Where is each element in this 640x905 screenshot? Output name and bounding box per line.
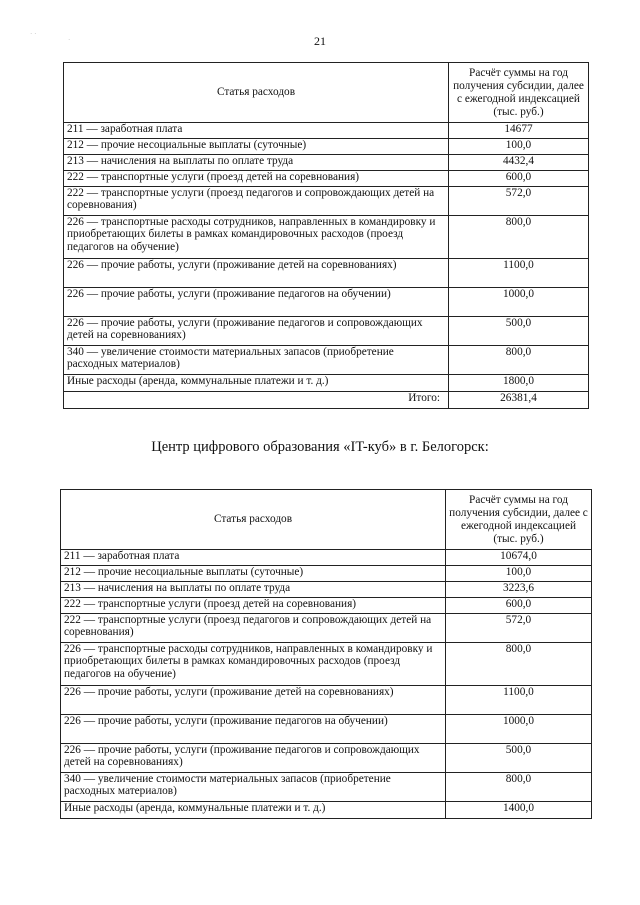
total-label: Итого: (64, 392, 449, 409)
table-row (61, 744, 592, 773)
table-row (64, 288, 589, 317)
total-amount: 26381,4 (449, 392, 589, 409)
header-item-cell: Статья расходов (64, 63, 449, 123)
expense-item-cell: 222 — транспортные услуги (проезд педагогов и сопровождающих детей на соревнования) (64, 187, 449, 216)
scan-artifact: · · (30, 30, 37, 38)
table-row (61, 686, 592, 715)
expense-item-cell: 213 — начисления на выплаты по оплате труда (64, 155, 449, 171)
expense-item-cell: 222 — транспортные услуги (проезд детей на соревнования) (61, 598, 446, 614)
table-row (61, 643, 592, 686)
expense-item-cell: 226 — прочие работы, услуги (проживание педагогов на обучении) (61, 715, 446, 744)
expense-item-cell: 222 — транспортные услуги (проезд детей на соревнования) (64, 171, 449, 187)
expense-amount-cell: 500,0 (449, 317, 589, 346)
expense-item-cell: Иные расходы (аренда, коммунальные платежи и т. д.) (61, 802, 446, 819)
header-amount-cell: Расчёт суммы на год получения субсидии, далее с ежегодной индексацией (тыс. руб.) (446, 490, 592, 550)
table-row (64, 139, 589, 155)
expense-amount-cell: 100,0 (446, 566, 592, 582)
expense-item-cell: 212 — прочие несоциальные выплаты (суточные) (64, 139, 449, 155)
expense-amount-cell: 3223,6 (446, 582, 592, 598)
table-row (61, 598, 592, 614)
expense-amount-cell: 10674,0 (446, 550, 592, 566)
expense-item-cell: 212 — прочие несоциальные выплаты (суточные) (61, 566, 446, 582)
expense-amount-cell: 800,0 (446, 773, 592, 802)
table-row (61, 566, 592, 582)
expense-amount-cell: 1400,0 (446, 802, 592, 819)
header-item-cell: Статья расходов (61, 490, 446, 550)
section-heading: Центр цифрового образования «IT-куб» в г. Белогорск: (151, 439, 489, 455)
table-row (61, 715, 592, 744)
expense-table-1 (63, 62, 589, 409)
expense-amount-cell: 14677 (449, 123, 589, 139)
table-row (61, 582, 592, 598)
scan-artifact: · (68, 36, 71, 44)
header-amount-cell: Расчёт суммы на год получения субсидии, далее с ежегодной индексацией (тыс. руб.) (449, 63, 589, 123)
expense-item-cell: 226 — транспортные расходы сотрудников, направленных в командировку и приобретающих билеты в рамках командировочных расходов (проезд педагогов на обучение) (61, 643, 446, 686)
expense-amount-cell: 572,0 (446, 614, 592, 643)
table-row (61, 773, 592, 802)
expense-item-cell: 340 — увеличение стоимости материальных запасов (приобретение расходных материалов) (64, 346, 449, 375)
table-row (64, 187, 589, 216)
expense-item-cell: 340 — увеличение стоимости материальных запасов (приобретение расходных материалов) (61, 773, 446, 802)
expense-amount-cell: 1100,0 (446, 686, 592, 715)
expense-amount-cell: 600,0 (449, 171, 589, 187)
table-header-row (61, 490, 592, 550)
expense-item-cell: 211 — заработная плата (61, 550, 446, 566)
expense-amount-cell: 600,0 (446, 598, 592, 614)
total-row (64, 392, 589, 409)
table-row (64, 171, 589, 187)
expense-item-cell: 226 — прочие работы, услуги (проживание детей на соревнованиях) (61, 686, 446, 715)
expense-item-cell: 226 — прочие работы, услуги (проживание педагогов и сопровождающих детей на соревнованиях) (64, 317, 449, 346)
expense-amount-cell: 800,0 (446, 643, 592, 686)
expense-amount-cell: 1000,0 (449, 288, 589, 317)
expense-amount-cell: 572,0 (449, 187, 589, 216)
table-row (64, 259, 589, 288)
expense-item-cell: 226 — прочие работы, услуги (проживание детей на соревнованиях) (64, 259, 449, 288)
expense-item-cell: 213 — начисления на выплаты по оплате труда (61, 582, 446, 598)
page-number: 21 (314, 34, 326, 48)
expense-item-cell: 226 — прочие работы, услуги (проживание педагогов и сопровождающих детей на соревнованиях) (61, 744, 446, 773)
table-row (61, 802, 592, 819)
table-row (64, 346, 589, 375)
expense-amount-cell: 1800,0 (449, 375, 589, 392)
table-row (64, 155, 589, 171)
table-row (64, 375, 589, 392)
expense-item-cell: Иные расходы (аренда, коммунальные платежи и т. д.) (64, 375, 449, 392)
table-row (64, 216, 589, 259)
expense-table-2 (60, 489, 592, 819)
table-row (61, 550, 592, 566)
table-row (64, 123, 589, 139)
expense-amount-cell: 1100,0 (449, 259, 589, 288)
expense-amount-cell: 500,0 (446, 744, 592, 773)
expense-amount-cell: 1000,0 (446, 715, 592, 744)
table-row (61, 614, 592, 643)
expense-amount-cell: 800,0 (449, 216, 589, 259)
expense-item-cell: 226 — транспортные расходы сотрудников, направленных в командировку и приобретающих билеты в рамках командировочных расходов (проезд педагогов на обучение) (64, 216, 449, 259)
expense-item-cell: 226 — прочие работы, услуги (проживание педагогов на обучении) (64, 288, 449, 317)
table-row (64, 317, 589, 346)
expense-item-cell: 222 — транспортные услуги (проезд педагогов и сопровождающих детей на соревнования) (61, 614, 446, 643)
expense-amount-cell: 100,0 (449, 139, 589, 155)
table-header-row (64, 63, 589, 123)
expense-item-cell: 211 — заработная плата (64, 123, 449, 139)
expense-amount-cell: 4432,4 (449, 155, 589, 171)
expense-amount-cell: 800,0 (449, 346, 589, 375)
